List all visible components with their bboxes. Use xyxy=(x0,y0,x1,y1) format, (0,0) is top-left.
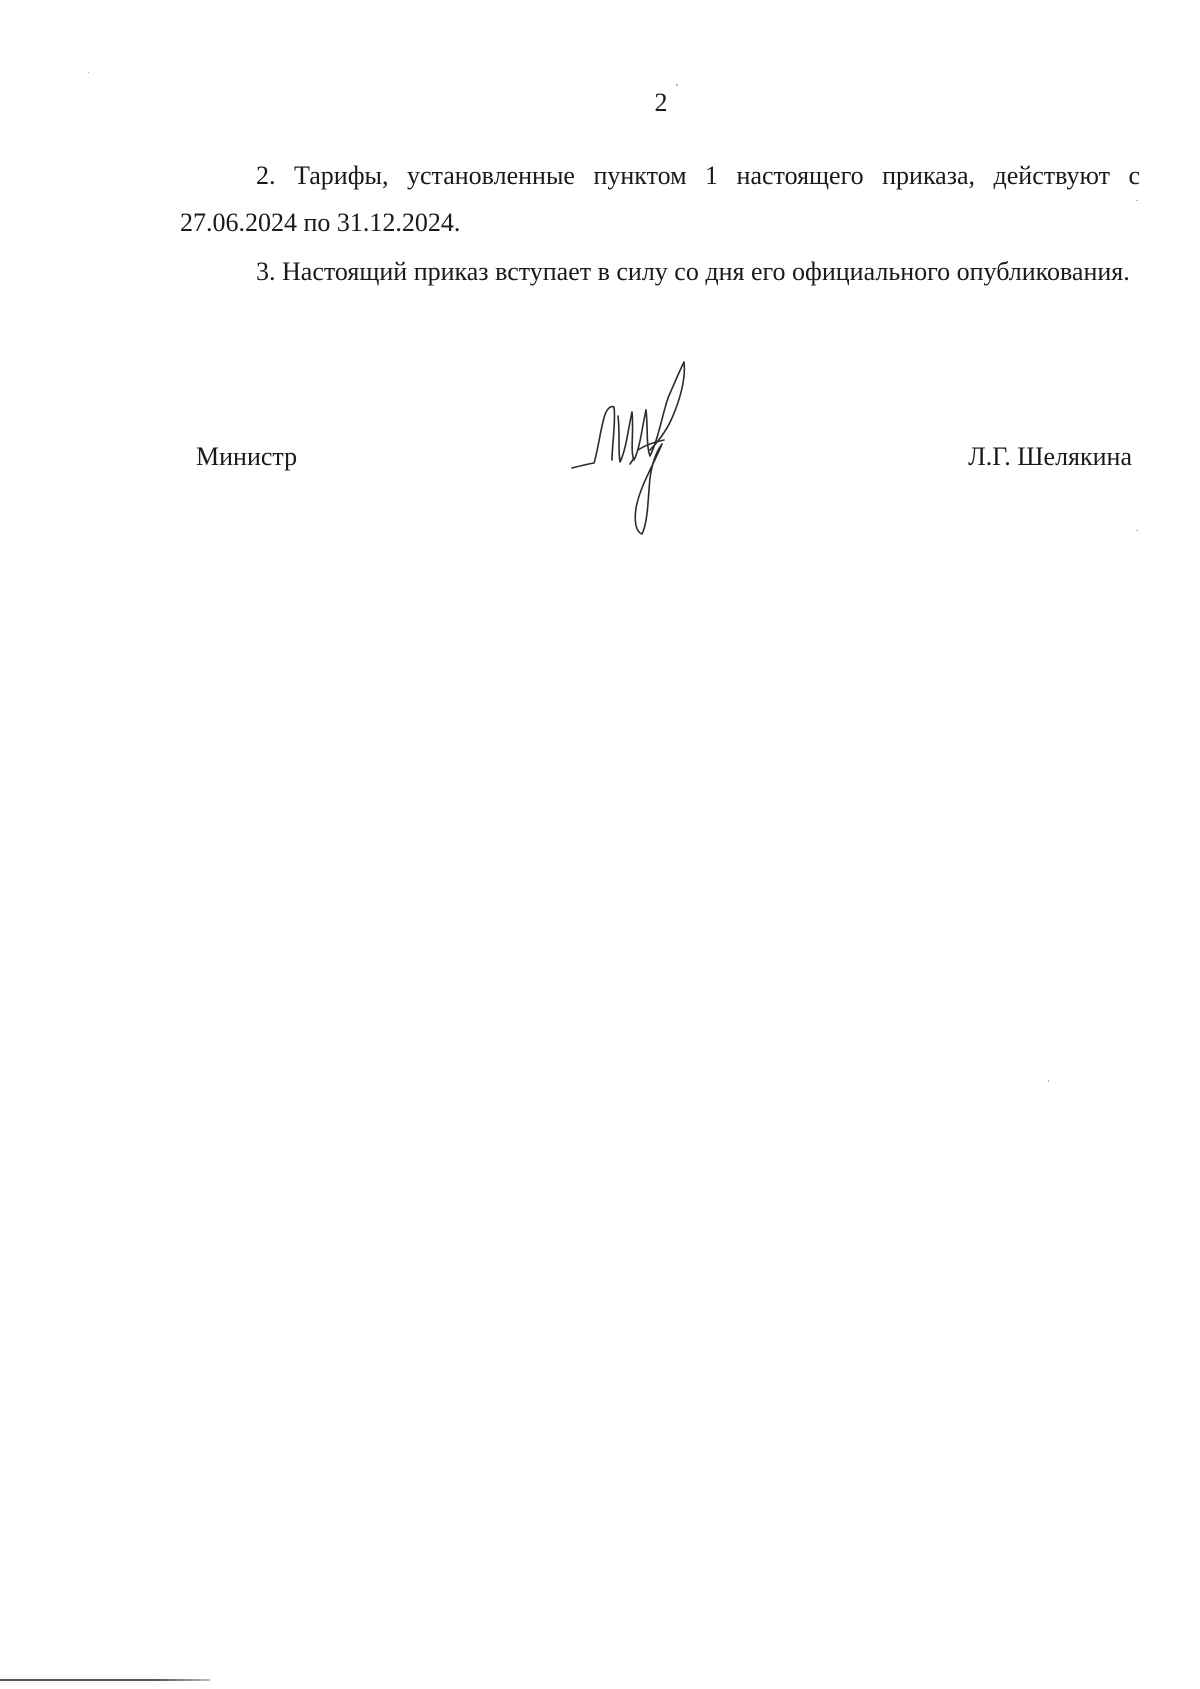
paragraph-effective-date: 3. Настоящий приказ вступает в силу со дня его официального опубликования. xyxy=(256,257,1130,286)
document-body xyxy=(180,152,1140,295)
scan-speck xyxy=(1136,200,1138,201)
scan-edge xyxy=(0,1679,210,1681)
signer-position: Министр xyxy=(196,442,298,471)
signature-block xyxy=(196,440,1132,474)
scan-speck xyxy=(1048,1080,1049,1082)
page-number: 2 xyxy=(654,88,668,117)
scan-speck xyxy=(676,84,678,86)
scan-speck xyxy=(1136,530,1138,531)
scan-speck xyxy=(88,72,89,73)
paragraph-tariff-period: 2. Тарифы, установленные пунктом 1 настоящего приказа, действуют с 27.06.2024 по 31.12.2024. xyxy=(180,161,1140,237)
signer-name: Л.Г. Шелякина xyxy=(968,442,1132,471)
